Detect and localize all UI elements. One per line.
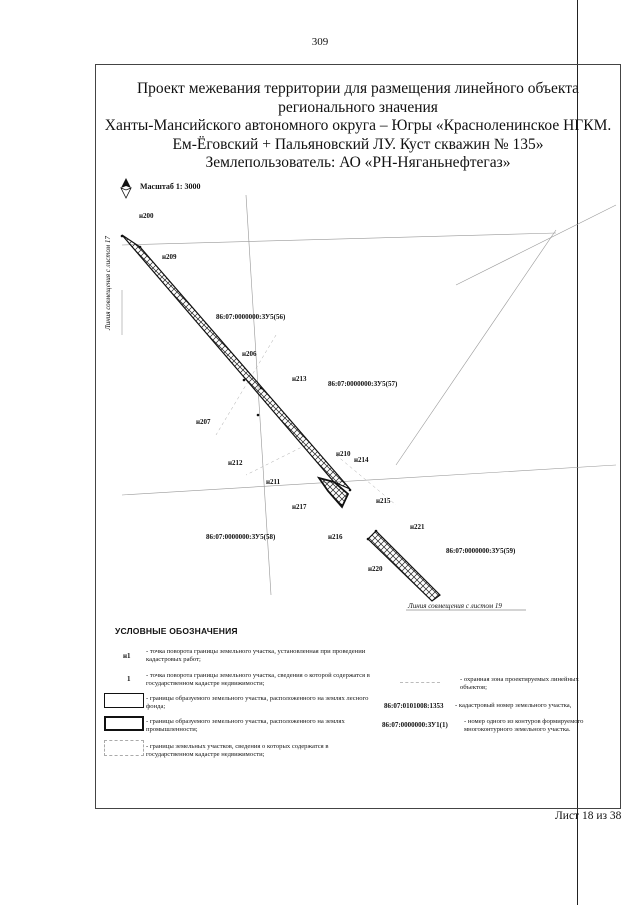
legend-symbol-point-new: н1	[123, 652, 131, 660]
point-label: н217	[292, 503, 307, 511]
point-label: н213	[292, 375, 307, 383]
legend-text: - охранная зона проектируемых линейных объектов;	[460, 676, 579, 691]
title-line-4: Ем-Ёговский + Пальяновский ЛУ. Куст скважин № 135»	[172, 135, 544, 153]
legend-text: - границы земельных участков, сведения о которых содержатся в государственном кадастре недвижимости;	[146, 743, 329, 758]
match-line-right-label: Линия совмещения с листом 19	[408, 602, 502, 610]
legend-text: - границы образуемого земельного участка, расположенного на землях лесного фонда;	[146, 695, 369, 710]
map-canvas	[96, 175, 620, 615]
cadastral-grid-lines	[122, 195, 616, 595]
parcel-contour-corridor	[122, 235, 350, 489]
point-label: н214	[354, 456, 369, 464]
legend-symbol-point-existing: 1	[127, 675, 131, 683]
legend-text: - точка поворота границы земельного участка, установленная при проведении кадастровых работ;	[146, 648, 366, 663]
parcel-label: 86:07:0000000:ЗУ5(56)	[216, 313, 286, 321]
point-label: н200	[139, 212, 154, 220]
page-number: 309	[311, 36, 329, 48]
north-arrow-icon	[121, 178, 131, 198]
legend-symbol-industrial-boundary	[104, 716, 144, 731]
point-label: н216	[328, 533, 343, 541]
title-line-3: Ханты-Мансийского автономного округа – Югры «Красноленинское НГКМ.	[104, 117, 612, 134]
legend-symbol-cadastral-number: 86:07:0101008:1353	[384, 702, 444, 710]
title-line-1: Проект межевания территории для размещения линейного объекта	[136, 80, 580, 97]
sheet-number-label: Лист 18 из 38	[555, 810, 622, 822]
point-label: н206	[242, 350, 257, 358]
legend-text: - номер одного из контуров формируемого многоконтурного земельного участка.	[464, 718, 584, 733]
legend-text: - точка поворота границы земельного участка, сведения о которой содержатся в государственном кадастре недвижимости;	[146, 672, 370, 687]
parcel-label: 86:07:0000000:ЗУ5(57)	[328, 380, 398, 388]
legend-header: УСЛОВНЫЕ ОБОЗНАЧЕНИЯ	[115, 626, 238, 636]
point-label: н209	[162, 253, 177, 261]
match-line-left-label: Линия совмещения с листом 17	[104, 236, 112, 330]
legend-symbol-contour-number: 86:07:0000000:ЗУ1(1)	[382, 721, 448, 729]
title-line-5: Землепользователь: АО «РН-Няганьнефтегаз»	[205, 154, 511, 171]
point-label: н220	[368, 565, 383, 573]
drawing-title	[96, 80, 620, 173]
legend-symbol-forest-boundary	[104, 693, 144, 708]
point-label: н210	[336, 450, 351, 458]
scale-label: Масштаб 1: 3000	[140, 182, 201, 191]
legend-text: - границы образуемого земельного участка, расположенного на землях промышленности;	[146, 718, 345, 733]
legend-symbol-registered-boundary	[104, 740, 144, 756]
legend-symbol-protection-zone	[400, 682, 440, 684]
parcel-label: 86:07:0000000:ЗУ5(58)	[206, 533, 276, 541]
point-label: н212	[228, 459, 243, 467]
point-label: н207	[196, 418, 211, 426]
protection-zone-lines	[216, 335, 396, 505]
parcel-label: 86:07:0000000:ЗУ5(59)	[446, 547, 516, 555]
title-line-2: регионального значения	[278, 98, 438, 116]
point-label: н211	[266, 478, 281, 486]
point-label: н221	[410, 523, 425, 531]
point-label: н215	[376, 497, 391, 505]
legend-text: - кадастровый номер земельного участка,	[455, 702, 572, 709]
